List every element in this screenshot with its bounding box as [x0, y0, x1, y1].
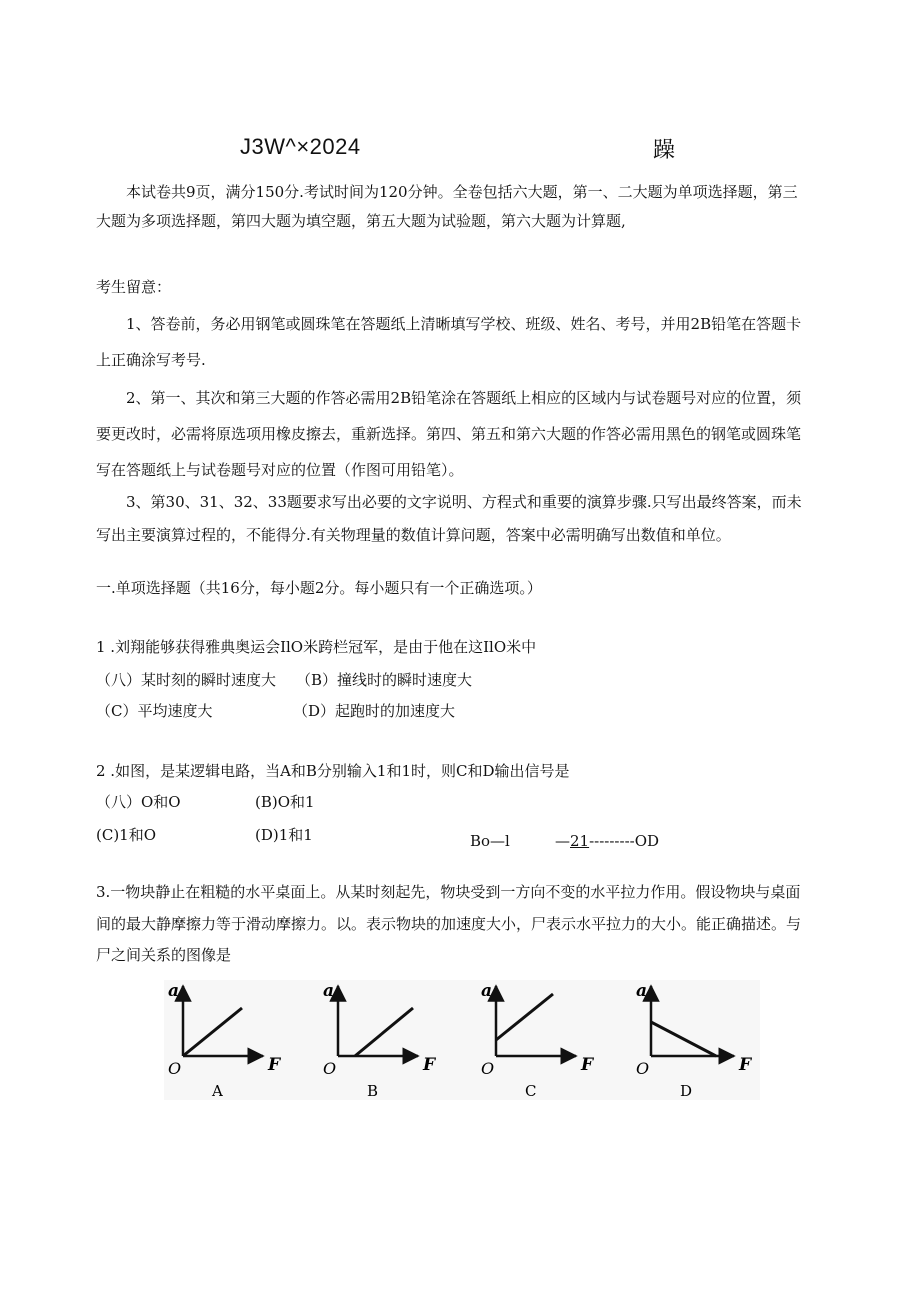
q1-option-d: （D）起跑时的加速度大 [293, 702, 456, 720]
q1-option-a: （八）某时刻的瞬时速度大 [96, 671, 277, 689]
graph-c-letter: C [525, 1082, 537, 1100]
graph-b [323, 981, 437, 1100]
notice-item-3: 3、第30、31、32、33题要求写出必要的文字说明、方程式和重要的演算步骤.只写出最终答案，而未写出主要演算过程的，不能得分.有关物理量的数值计算问题，答案中必需明确写出数值和单位。 [96, 493, 802, 544]
notice-item-2: 2、第一、其次和第三大题的作答必需用2B铅笔涂在答题纸上相应的区域内与试卷题号对应的位置，须要更改时，必需将原选项用橡皮擦去，重新选择。第四、第五和第六大题的作答必需用黑色的钢笔或圆珠笔写在答题纸上与试卷题号对应的位置（作图可用铅笔）。 [96, 389, 802, 479]
graph-c-x-label: F [581, 1055, 594, 1075]
graph-a-y-label: a [168, 981, 180, 1001]
graph-a-x-label: F [268, 1055, 281, 1075]
q2-option-b: (B)O和1 [255, 793, 315, 811]
q1-stem: 1 .刘翔能够获得雅典奥运会IlO米跨栏冠军，是由于他在这IlO米中 [96, 638, 537, 656]
exam-title-right: 躁 [653, 138, 676, 163]
notice-item-1: 1、答卷前，务必用钢笔或圆珠笔在答题纸上清晰填写学校、班级、姓名、考号，并用2B铅笔在答题卡上正确涂写考号. [96, 315, 802, 369]
graph-d-x-label: F [739, 1055, 752, 1075]
graph-c-y-label: a [481, 981, 493, 1001]
notice-heading: 考生留意： [96, 278, 172, 296]
circuit-output-d: ---------OD [589, 832, 660, 850]
graph-d-line [651, 1022, 716, 1056]
circuit-input-b: Bo—l [470, 832, 510, 850]
circuit-gate-output [555, 832, 659, 850]
graph-d-origin: O [636, 1059, 650, 1078]
graph-d-letter: D [680, 1082, 693, 1100]
graph-b-origin: O [323, 1059, 337, 1078]
graph-b-line [355, 1008, 413, 1056]
q2-stem: 2 .如图，是某逻辑电路，当A和B分别输入1和1时，则C和D输出信号是 [96, 762, 570, 780]
graph-b-x-label: F [423, 1055, 436, 1075]
q1-option-b: （B）撞线时的瞬时速度大 [296, 671, 473, 689]
graph-a [168, 981, 282, 1100]
q1-option-c: （C）平均速度大 [96, 702, 213, 720]
q3-line-1: 3.一物块静止在粗糙的水平桌面上。从某时刻起先，物块受到一方向不变的水平拉力作用。假设物块与桌面 [96, 883, 801, 901]
exam-title: J3W^×2024 [240, 134, 361, 159]
graph-b-letter: B [367, 1082, 379, 1100]
graph-c-origin: O [481, 1059, 495, 1078]
graph-a-origin: O [168, 1059, 182, 1078]
graph-options [160, 978, 760, 1103]
q3-line-2: 间的最大静摩擦力等于滑动摩擦力。以。表示物块的加速度大小，尸表示水平拉力的大小。能正确描述。与 [96, 915, 802, 933]
graph-d-y-label: a [636, 981, 648, 1001]
graph-a-line [183, 1008, 242, 1056]
graph-d [636, 981, 753, 1100]
graph-b-y-label: a [323, 981, 335, 1001]
graph-c [481, 981, 595, 1100]
q2-option-a: （八）O和O [96, 793, 181, 811]
q3-line-3: 尸之间关系的图像是 [96, 946, 232, 964]
q2-option-c: (C)1和O [96, 826, 157, 844]
graph-a-letter: A [212, 1082, 223, 1100]
q2-option-d: (D)1和1 [255, 826, 313, 844]
exam-intro: 本试卷共9页，满分150分.考试时间为120分钟。全卷包括六大题，第一、二大题为单项选择题，第三大题为多项选择题，第四大题为填空题，第五大题为试验题，第六大题为计算题, [96, 183, 798, 230]
circuit-gate-prefix: — [555, 832, 570, 850]
circuit-gate-number: 21 [570, 832, 590, 850]
graph-c-line [496, 994, 553, 1040]
section-heading: 一.单项选择题（共16分，每小题2分。每小题只有一个正确选项。） [96, 579, 542, 597]
